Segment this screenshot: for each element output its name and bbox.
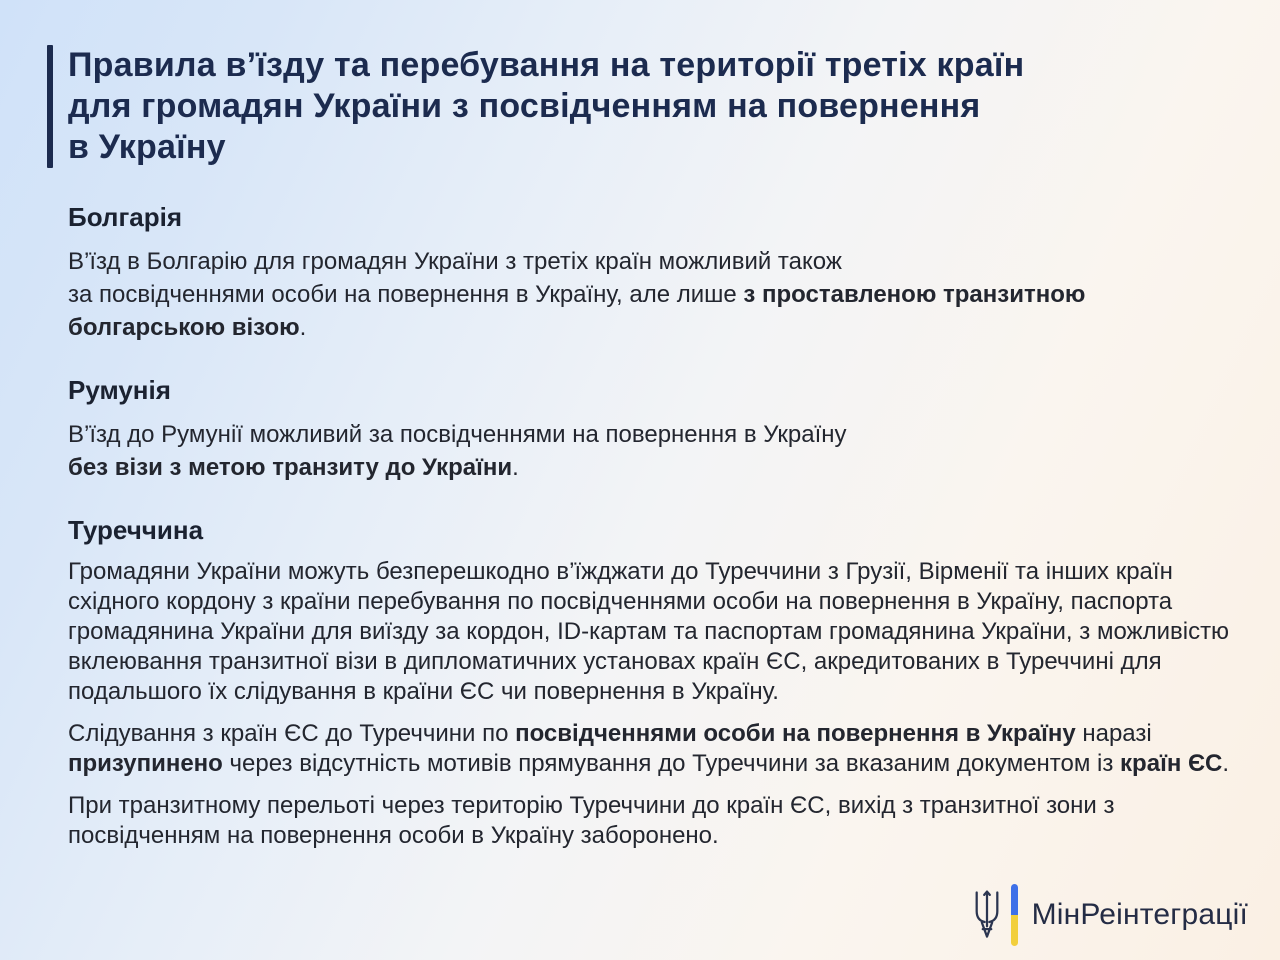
emphasis-text: країн ЄС	[1120, 750, 1223, 777]
emphasis-text: призупинено	[68, 750, 223, 777]
section-bulgaria	[68, 202, 1232, 344]
page-title	[68, 45, 1024, 168]
text-run: .	[512, 454, 519, 481]
flag-blue-stripe	[1011, 884, 1018, 915]
text-run: В’їзд до Румунії можливий за посвідченнями на повернення в Україну	[68, 421, 847, 448]
section-romania	[68, 375, 1232, 484]
emphasis-text: з проставленою транзитною болгарською візою	[68, 281, 1086, 341]
section-heading: Румунія	[68, 375, 171, 405]
flag-yellow-stripe	[1011, 915, 1018, 946]
ministry-name: МінРеінтеграції	[1031, 898, 1248, 931]
text-run: .	[299, 314, 307, 341]
emphasis-text: посвідченнями особи на повернення в Україну	[515, 720, 1076, 747]
text-run: Слідування з країн ЄС до Туреччини по	[68, 720, 516, 747]
title-line: Правила в’їзду та перебування на території третіх країн	[68, 46, 1025, 84]
section-turkey	[68, 515, 1232, 851]
text-run: При транзитному перельоті через територію Туреччини до країн ЄС, вихід з транзитної зони з посвідченням на повернення особи в Україну заборонено.	[68, 792, 1115, 849]
paragraph	[68, 418, 1231, 484]
title-line: для громадян України з посвідченням на повернення	[68, 87, 981, 125]
flag-bar	[1011, 884, 1018, 946]
paragraph	[68, 557, 1231, 707]
text-run: за посвідченнями особи на повернення в Україну, але лише	[68, 281, 744, 308]
text-run: через відсутність мотивів прямування до Туреччини за вказаним документом із	[222, 750, 1121, 777]
paragraph	[68, 245, 1231, 344]
paragraph	[68, 791, 1231, 851]
section-heading: Болгарія	[68, 202, 183, 232]
text-run: наразі	[1075, 720, 1152, 747]
emphasis-text: без візи з метою транзиту до України	[68, 454, 513, 481]
paragraph	[68, 719, 1231, 779]
text-run: .	[1222, 750, 1230, 777]
ministry-logo	[972, 884, 1248, 946]
section-heading: Туреччина	[68, 515, 204, 545]
title-line: в Україну	[68, 128, 226, 166]
title-accent-bar	[47, 45, 53, 168]
text-run: Громадяни України можуть безперешкодно в’їжджати до Туреччини з Грузії, Вірменії та інших країн східного кордону з країни перебування по посвідченнями особи на повернення в Україну, паспорта громадянина України для виїзду за кордон, ID-картам та паспортам громадянина України, з можливістю вклеювання транзитної візи в дипломатичних установах країн ЄС, акредитованих в Туреччині для подальшого їх слідування в країни ЄС чи повернення в Україну.	[68, 558, 1230, 705]
title-block	[0, 0, 1280, 168]
text-run: В’їзд в Болгарію для громадян України з третіх країн можливий також	[68, 248, 842, 275]
ukraine-trident-icon	[972, 889, 1002, 941]
content	[68, 202, 1232, 851]
